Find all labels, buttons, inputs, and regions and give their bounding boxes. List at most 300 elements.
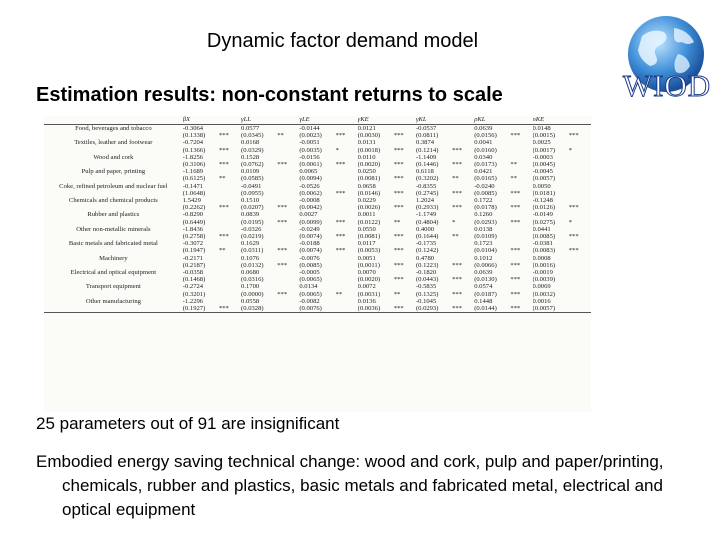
table-cell-value: (0.0316) [241,276,264,284]
table-cell-value: (0.0031) [357,290,381,298]
table-cell-value: 0.0070 [357,269,376,277]
table-row [44,147,591,154]
table-cell-value: (0.0811) [415,132,439,140]
table-cell-significance [336,269,358,276]
table-cell-significance [336,183,358,190]
table-cell-value: 0.1723 [474,240,493,248]
table-cell-significance: *** [335,233,346,241]
table-cell-value: (0.2758) [182,233,206,241]
table-cell-significance [336,139,358,146]
table-cell-value: 0.0069 [532,283,551,291]
table-cell-significance [510,147,532,154]
table-cell-significance: *** [568,204,579,212]
table-cell-significance [336,298,358,305]
table-cell-value: 0.1448 [474,297,493,305]
table-header-cell: γKL [416,116,452,125]
table-cell-significance [394,197,416,204]
table-cell-significance: *** [218,146,229,154]
table-cell-significance [569,240,591,247]
table-row [44,204,591,211]
sector-label: Pulp and paper, printing [81,168,146,176]
table-cell-value: (0.0146) [357,189,381,197]
table-cell-significance: ** [393,290,401,298]
table-cell-significance [336,197,358,204]
table-cell-significance [219,298,241,305]
table-cell-significance [510,139,532,146]
table-cell-significance: ** [452,233,459,241]
table-cell-value: 0.0117 [357,240,376,248]
table-cell-value: 0.1076 [241,254,260,262]
table-cell-value: (0.0345) [241,132,264,140]
table-cell-value: (0.0585) [241,175,264,183]
table-cell-significance [510,283,532,290]
table-cell-significance [569,125,591,133]
table-cell-significance [452,139,474,146]
table-cell-value: -0.1045 [415,297,437,305]
sector-label [44,291,183,298]
table-cell-significance [219,262,241,269]
table-cell-value: (0.0026) [357,204,381,212]
table-cell-value: (0.0020) [357,276,381,284]
table-cell-value: (0.4804) [415,218,439,226]
table-cell-significance: *** [218,204,229,212]
table-cell-significance: *** [568,233,579,241]
table-cell-value: 0.0065 [299,168,318,176]
table-cell-significance [510,226,532,233]
table-cell-significance: *** [335,161,346,169]
table-cell-value: 0.0041 [474,139,493,147]
table-cell-significance: *** [335,189,346,197]
table-cell-value: 0.0011 [357,211,376,219]
table-cell-value: (0.0144) [474,305,510,313]
sector-label: Transport equipment [85,283,141,291]
table-cell-significance [569,154,591,161]
table-cell-value: -0.0381 [532,240,553,248]
sector-label [44,147,183,154]
table-cell-value: (0.0173) [474,161,497,169]
table-header-cell [452,116,474,125]
table-cell-significance [336,211,358,218]
table-cell-significance [452,211,474,218]
table-cell-value: 0.0639 [474,269,493,277]
table-cell-value: -0.0149 [532,211,553,219]
table-row [44,291,591,298]
table-cell-significance [510,125,532,133]
table-cell-value: 0.1722 [474,197,493,205]
table-header-row [44,116,591,125]
table-cell-significance: *** [277,204,288,212]
table-cell-significance [394,226,416,233]
table-cell-value: -0.8355 [415,182,437,190]
table-cell-value: 0.0148 [532,125,551,132]
sector-label [44,132,183,139]
table-cell-value: 0.0229 [357,197,376,205]
table-cell-significance: *** [452,261,463,269]
insignificance-note: 25 parameters out of 91 are insignificant [36,414,340,433]
table-cell-significance [336,154,358,161]
table-cell-significance [277,240,299,247]
table-cell-value: (0.0000) [241,290,264,298]
table-cell-value: (0.0035) [299,146,322,154]
table-cell-value: -1.8436 [182,225,204,233]
table-header-cell: ρKE [533,116,569,125]
table-cell-significance [452,283,474,290]
table-cell-value: (0.1338) [182,132,206,140]
table-cell-significance [569,283,591,290]
table-cell-value: (0.0160) [474,146,497,154]
sector-label: Wood and cork [93,153,134,161]
table-cell-value: (0.0045) [532,161,556,169]
table-cell-value: (0.0023) [299,132,322,140]
table-cell-value: (0.0081) [357,233,381,241]
sector-label [44,262,183,269]
table-header-cell [510,116,532,125]
table-cell-significance: * [568,218,573,226]
table-cell-significance [219,197,241,204]
table-cell-significance: *** [335,247,346,255]
table-cell-significance: *** [568,247,579,255]
table-cell-significance [277,125,299,133]
sector-label [44,276,183,283]
table-cell-significance [394,211,416,218]
table-cell-significance [277,190,299,197]
table-cell-significance [277,154,299,161]
sector-label: Rubber and plastics [87,211,140,219]
table-cell-value: (0.0195) [241,218,264,226]
table-cell-value: (0.0099) [299,218,322,226]
table-cell-value: 0.4000 [415,225,435,233]
table-cell-value: (0.0076) [299,305,335,313]
table-cell-value: (0.0020) [357,161,381,169]
table-cell-significance: *** [219,305,241,313]
sector-label: Machinery [99,254,128,262]
table-cell-significance [336,240,358,247]
table-cell-significance [277,183,299,190]
sector-label [44,204,183,211]
table-cell-value: (0.0030) [357,132,381,140]
table-cell-value: (0.1446) [415,161,439,169]
table-cell-significance [219,125,241,133]
table-cell-significance [569,262,591,269]
table-cell-value: (0.0207) [241,204,264,212]
table-cell-value: (0.6449) [182,218,206,226]
table-cell-significance: *** [452,290,463,298]
table-cell-value: 0.0072 [357,283,376,291]
table-cell-value: 0.0109 [241,168,260,176]
table-cell-value: 0.4780 [415,254,435,262]
table-cell-value: -0.8290 [182,211,204,219]
table-cell-significance [569,190,591,197]
table-cell-significance [336,204,358,211]
table-header-cell [394,116,416,125]
table-cell-significance: *** [393,132,404,140]
table-cell-value: 0.0441 [532,225,551,233]
table-cell-significance: *** [510,276,521,284]
table-cell-value: -0.2724 [182,283,204,291]
table-cell-value: (0.0104) [474,247,497,255]
table-cell-value: (0.0329) [241,146,264,154]
table-cell-significance [336,283,358,290]
table-cell-significance [452,269,474,276]
table-cell-significance: *** [452,276,463,284]
table-cell-significance [569,226,591,233]
table-cell-value: (0.0053) [357,247,381,255]
table-cell-value: (0.0018) [357,146,381,154]
table-cell-significance: *** [218,161,229,169]
table-cell-significance [277,175,299,182]
table-cell-value: (0.1927) [183,305,219,313]
sector-label [44,190,183,197]
table-cell-significance [336,175,358,182]
sector-label [44,175,183,182]
table-cell-value: (0.0275) [532,218,556,226]
table-cell-value: 0.1700 [241,283,260,291]
table-row [44,283,591,290]
table-cell-significance: *** [452,305,474,313]
table-cell-significance [219,269,241,276]
table-cell-value: (0.0011) [357,261,380,269]
table-cell-value: -0.1248 [532,197,553,205]
table-cell-value: 1.2024 [415,197,435,205]
table-cell-value: (0.0015) [532,132,556,140]
table-cell-value: (0.1366) [182,146,206,154]
table-cell-value: 0.1528 [241,153,260,161]
table-cell-significance [394,139,416,146]
table-cell-significance: *** [393,161,404,169]
table-cell-value: (0.2262) [182,204,206,212]
findings-paragraph: Embodied energy saving technical change: wood and cork, pulp and paper/printing, chemicals, rubber and plastics, basic metals and fabricated metal, electrical and optical equipment [36,452,664,519]
table-cell-value: (0.0132) [241,261,264,269]
wiod-logo [622,14,712,103]
table-cell-value: (0.1325) [415,290,439,298]
table-header-cell: γKE [358,116,394,125]
table-cell-significance: *** [510,132,521,140]
table-cell-value: (0.3202) [415,175,439,183]
table-cell-value: 0.1510 [241,197,260,205]
table-cell-value: (0.0081) [357,175,381,183]
table-row [44,233,591,240]
table-cell-value: 0.1012 [474,254,493,262]
table-cell-value: -0.0526 [299,182,320,190]
table-cell-significance [452,226,474,233]
table-cell-significance [569,168,591,175]
table-header-cell [44,116,183,125]
table-cell-significance [569,197,591,204]
table-cell-significance [569,211,591,218]
table-cell-significance [219,154,241,161]
table-cell-significance [336,125,358,133]
table-cell-significance: *** [452,146,463,154]
table-cell-value: (0.0016) [532,261,556,269]
table-cell-value: -1.1689 [182,168,204,176]
table-cell-value: -1.1409 [415,153,437,161]
table-cell-value: (0.0122) [357,218,381,226]
table-cell-significance [510,233,532,240]
table-cell-value: 0.3874 [415,139,435,147]
table-cell-value: (0.0042) [299,204,322,212]
table-header-cell: γLE [299,116,335,125]
table-row [44,226,591,233]
table-cell-significance: *** [393,276,404,284]
table-cell-significance [394,125,416,133]
table-cell-significance: ** [277,132,284,140]
table-cell-value: 0.0025 [532,139,551,147]
table-cell-significance [336,262,358,269]
table-cell-significance [219,219,241,226]
table-cell-significance [569,175,591,182]
table-cell-value: -0.7204 [182,139,204,147]
table-cell-significance: *** [393,247,404,255]
table-cell-value: (0.0065) [299,290,322,298]
table-cell-value: (0.2933) [415,204,439,212]
table-cell-significance [219,183,241,190]
table-row [44,125,591,133]
table-cell-significance: *** [218,233,229,241]
sector-label: Coke, refined petroleum and nuclear fuel [59,182,168,190]
table-cell-significance: ** [335,290,343,298]
table-cell-value: 0.0027 [299,211,318,219]
table-row [44,154,591,161]
table-cell-significance [219,139,241,146]
table-header-cell: βX [183,116,219,125]
table-cell-value: 0.0658 [357,182,376,190]
table-cell-value: (0.0036) [358,305,394,313]
table-row [44,132,591,139]
table-cell-significance: *** [277,261,288,269]
table-cell-significance [277,276,299,283]
table-cell-significance [277,211,299,218]
sector-label: Textiles, leather and footwear [74,139,153,147]
table-cell-value: (0.1468) [182,276,206,284]
slide-title: Dynamic factor demand model [206,30,479,52]
table-cell-value: -0.3072 [182,240,204,248]
table-cell-value: (0.0328) [241,305,277,313]
table-cell-significance: * [452,218,456,226]
table-cell-value: -0.0537 [415,125,437,132]
table-cell-value: (0.0085) [474,189,497,197]
table-cell-significance [452,298,474,305]
table-row [44,175,591,182]
table-cell-significance [452,247,474,254]
table-cell-significance [394,269,416,276]
table-cell-value: (0.0061) [299,161,322,169]
table-cell-value: 0.0839 [241,211,260,219]
table-cell-value: 0.0008 [532,254,551,262]
table-cell-significance [569,291,591,298]
table-cell-value: (0.0074) [299,233,322,241]
table-cell-value: 0.0050 [532,182,551,190]
table-cell-significance: *** [510,247,521,255]
table-cell-significance: *** [277,290,288,298]
table-cell-value: -0.0491 [241,182,262,190]
table-cell-value: (0.0065) [299,276,322,284]
table-cell-value: (0.0085) [299,261,322,269]
table-cell-significance [219,283,241,290]
sector-label: Electrical and optical equipment [70,269,157,277]
table-cell-significance [452,125,474,133]
table-cell-significance: *** [510,218,521,226]
table-cell-significance [394,154,416,161]
sector-label: Food, beverages and tobacco [75,125,152,132]
sector-label: Chemicals and chemical products [68,197,158,205]
table-cell-value: -0.0008 [299,197,320,205]
table-cell-value: -0.0082 [299,297,320,305]
table-cell-value: (0.0094) [299,175,322,183]
table-cell-significance [510,240,532,247]
table-cell-value: (0.0156) [474,132,497,140]
table-cell-value: (0.0293) [416,305,452,313]
table-cell-value: (0.0130) [474,276,497,284]
table-cell-significance: *** [277,247,288,255]
table-cell-value: (0.0057) [532,175,556,183]
table-header-cell [336,116,358,125]
table-cell-value: 0.1629 [241,240,260,248]
table-cell-value: (0.0181) [532,189,556,197]
table-cell-significance: * [335,146,339,154]
table-cell-significance: *** [393,204,404,212]
table-cell-value: (0.3201) [182,290,206,298]
table-cell-significance [569,269,591,276]
table-cell-value: -0.0188 [299,240,320,248]
sector-label: Other non-metallic minerals [76,225,151,233]
table-cell-value: -0.0240 [474,182,495,190]
table-cell-value: 1.5429 [182,197,201,205]
table-cell-significance [394,240,416,247]
table-cell-significance [277,298,299,305]
table-cell-significance [219,255,241,262]
table-cell-significance: *** [335,218,346,226]
table-cell-significance: *** [393,175,404,183]
table-cell-significance [336,168,358,175]
table-header-cell: γLL [241,116,277,125]
table-cell-value: -0.0045 [532,168,553,176]
sector-label [44,161,183,168]
table-row [44,211,591,218]
table-cell-value: 0.0110 [357,153,376,161]
table-row [44,240,591,247]
table-cell-value: 0.0574 [474,283,493,291]
table-cell-value: 0.1260 [474,211,493,219]
table-cell-significance [569,298,591,305]
table-cell-value: -0.0249 [299,225,320,233]
table-cell-significance [219,211,241,218]
table-cell-significance: *** [452,204,463,212]
table-cell-significance [510,255,532,262]
table-header-cell [277,116,299,125]
table-cell-value: 0.0051 [357,254,376,262]
sector-label [44,219,183,226]
table-cell-value: 0.0136 [357,297,376,305]
table-cell-value: -0.1820 [415,269,437,277]
table-row [44,305,591,313]
table-cell-value: (0.0311) [241,247,264,255]
table-cell-significance [336,276,358,283]
table-cell-value: -0.1471 [182,182,204,190]
table-cell-value: -1.2296 [182,297,204,305]
table-header-cell: ρKL [474,116,510,125]
table-cell-value: (0.0187) [474,290,497,298]
table-cell-significance: *** [510,261,521,269]
table-cell-significance: *** [335,132,346,140]
table-header-cell [569,116,591,125]
table-cell-significance [277,233,299,240]
table-cell-significance [219,226,241,233]
table-cell-significance [394,255,416,262]
table-row [44,161,591,168]
table-cell-significance [277,139,299,146]
table-cell-value: (0.1644) [415,233,439,241]
table-cell-significance [277,147,299,154]
